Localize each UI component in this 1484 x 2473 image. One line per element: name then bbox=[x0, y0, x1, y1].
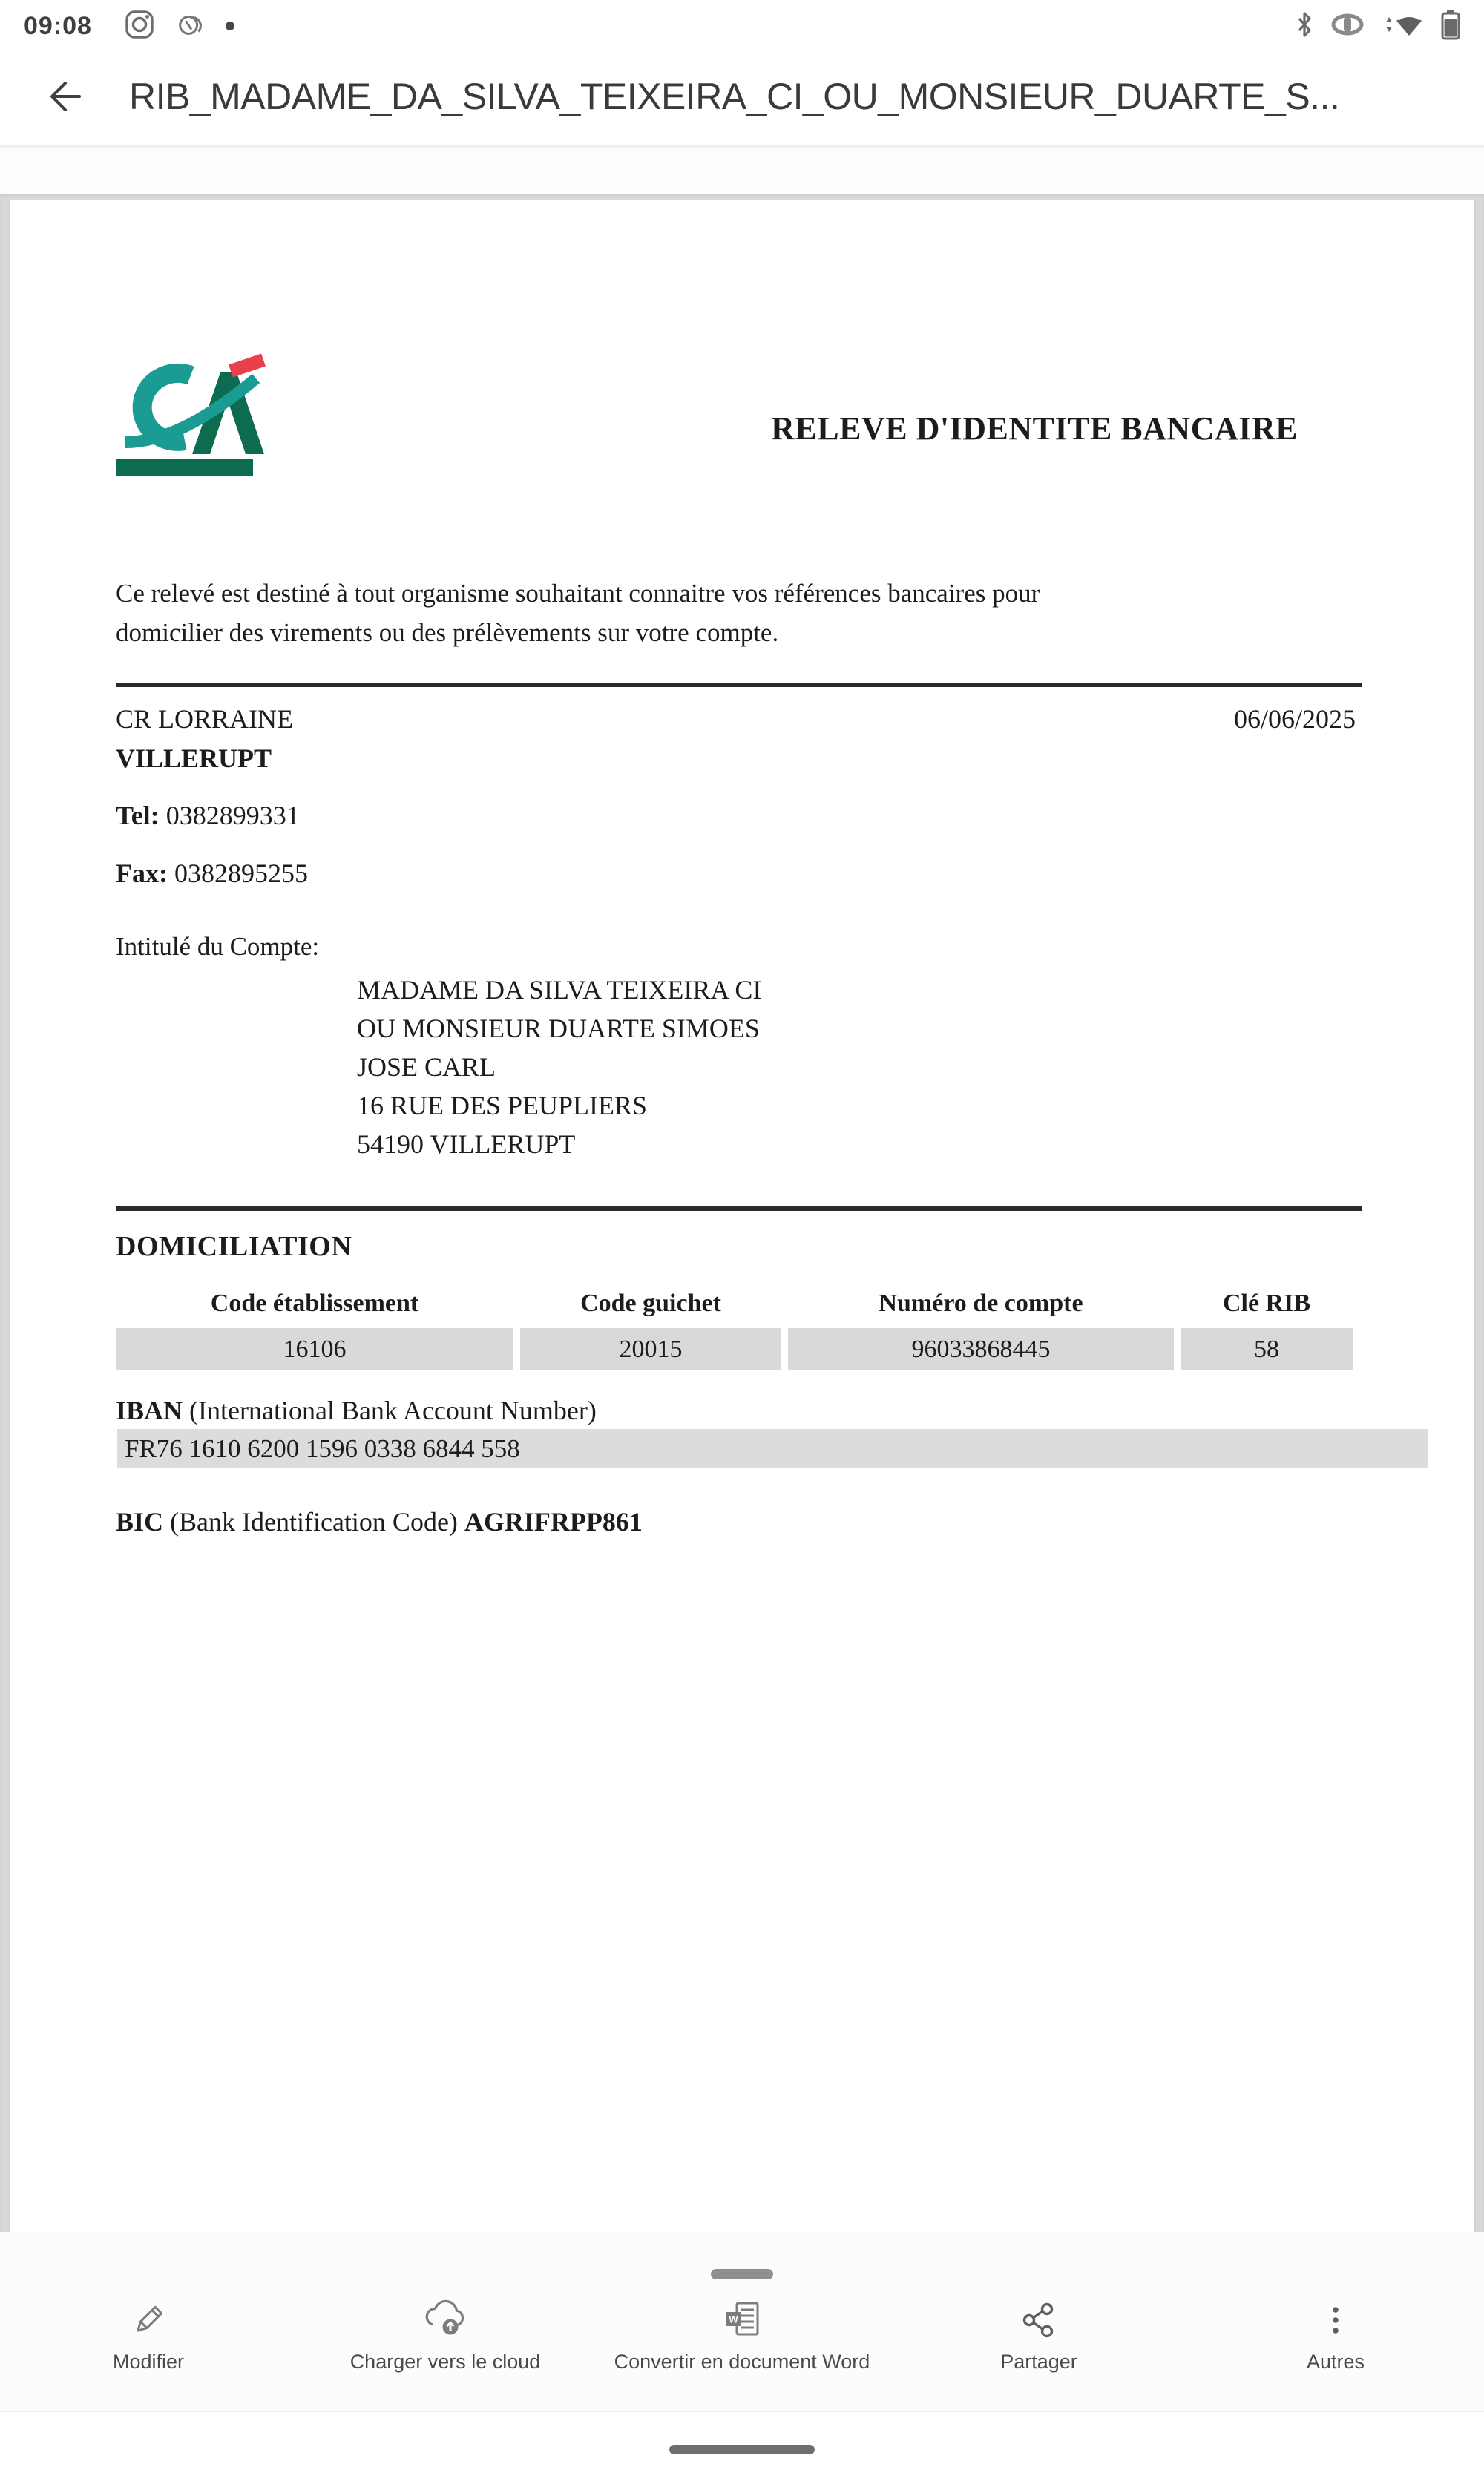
rib-table-header-row bbox=[116, 1285, 1353, 1328]
tel-label: Tel: bbox=[116, 801, 160, 830]
credit-agricole-logo bbox=[114, 349, 266, 482]
gesture-navigation-area bbox=[0, 2412, 1484, 2473]
page-background bbox=[0, 194, 1484, 2232]
value-cle-rib: 58 bbox=[1181, 1328, 1353, 1370]
bic-value: AGRIFRPP861 bbox=[464, 1507, 643, 1537]
eye-comfort-icon bbox=[1331, 12, 1364, 41]
header-code-guichet: Code guichet bbox=[580, 1290, 721, 1317]
status-bar bbox=[0, 0, 1484, 47]
cloud-upload-icon bbox=[422, 2294, 468, 2340]
rib-table bbox=[109, 1285, 1359, 1370]
document-date: 06/06/2025 bbox=[1233, 704, 1356, 734]
tel-value: 0382899331 bbox=[165, 801, 300, 830]
svg-text:W: W bbox=[729, 2313, 738, 2325]
back-button[interactable] bbox=[43, 74, 88, 119]
iban-sublabel: (International Bank Account Number) bbox=[183, 1396, 597, 1425]
fax-label: Fax: bbox=[116, 858, 168, 888]
instagram-icon bbox=[123, 8, 156, 45]
intro-line-2: domicilier des virements ou des prélèvements sur votre compte. bbox=[116, 618, 779, 647]
intro-line-1: Ce relevé est destiné à tout organisme souhaitant connaitre vos références bancaires pour bbox=[116, 579, 1040, 608]
rib-table-value-row bbox=[116, 1328, 1353, 1370]
holder-line: OU MONSIEUR DUARTE SIMOES bbox=[357, 1014, 760, 1043]
document-title: RELEVE D'IDENTITE BANCAIRE bbox=[771, 410, 1298, 447]
value-code-guichet: 20015 bbox=[520, 1328, 781, 1370]
fax-value: 0382895255 bbox=[174, 858, 308, 888]
bank-city: VILLERUPT bbox=[116, 743, 272, 773]
header-numero-de-compte: Numéro de compte bbox=[879, 1290, 1083, 1317]
toolbar-label: Modifier bbox=[112, 2351, 185, 2373]
holder-line: MADAME DA SILVA TEIXEIRA CI bbox=[357, 975, 762, 1005]
intro-paragraph bbox=[116, 574, 1040, 652]
account-holder-address bbox=[357, 971, 761, 1163]
wifi-activity-icon bbox=[1382, 10, 1423, 42]
bottom-toolbar bbox=[0, 2232, 1484, 2411]
iban-label-line bbox=[116, 1395, 597, 1426]
horizontal-rule bbox=[116, 1206, 1362, 1211]
toolbar-label: Autres bbox=[1306, 2351, 1365, 2373]
more-vertical-icon bbox=[1316, 2294, 1356, 2340]
iban-value-bar bbox=[117, 1429, 1428, 1468]
modify-button[interactable] bbox=[0, 2294, 297, 2374]
more-button[interactable] bbox=[1187, 2294, 1484, 2374]
convert-to-word-button[interactable] bbox=[594, 2294, 890, 2374]
toolbar-label: Partager bbox=[1000, 2351, 1077, 2373]
value-code-etablissement: 16106 bbox=[116, 1328, 513, 1370]
clock: 09:08 bbox=[24, 11, 92, 40]
bic-label: BIC bbox=[116, 1507, 164, 1537]
domiciliation-heading: DOMICILIATION bbox=[116, 1231, 352, 1262]
horizontal-rule bbox=[116, 683, 1362, 687]
holder-line: JOSE CARL bbox=[357, 1052, 496, 1082]
share-icon bbox=[1020, 2294, 1058, 2340]
holder-line: 54190 VILLERUPT bbox=[357, 1129, 576, 1159]
document-viewer[interactable] bbox=[0, 148, 1484, 2232]
home-indicator[interactable] bbox=[669, 2445, 815, 2454]
pencil-icon bbox=[128, 2294, 168, 2340]
document-filename: RIB_MADAME_DA_SILVA_TEIXEIRA_CI_OU_MONSIEUR_DUARTE_S... bbox=[129, 76, 1340, 117]
toolbar-label: Charger vers le cloud bbox=[349, 2351, 541, 2373]
fax-line bbox=[116, 858, 308, 889]
app-notification-icon bbox=[175, 9, 206, 44]
document-page bbox=[10, 200, 1474, 2232]
battery-icon bbox=[1441, 9, 1460, 44]
account-holder-label: Intitulé du Compte: bbox=[116, 932, 320, 961]
sheet-drag-handle[interactable] bbox=[711, 2269, 773, 2279]
value-numero-de-compte: 96033868445 bbox=[788, 1328, 1174, 1370]
header-cle-rib: Clé RIB bbox=[1222, 1290, 1311, 1317]
iban-label: IBAN bbox=[116, 1396, 183, 1425]
header-code-etablissement: Code établissement bbox=[210, 1290, 419, 1317]
bic-line bbox=[116, 1506, 643, 1537]
holder-line: 16 RUE DES PEUPLIERS bbox=[357, 1091, 648, 1120]
telephone-line bbox=[116, 800, 300, 831]
word-document-icon bbox=[720, 2294, 764, 2340]
upload-cloud-button[interactable] bbox=[297, 2294, 594, 2374]
bic-sublabel: (Bank Identification Code) bbox=[163, 1507, 464, 1537]
notification-dot bbox=[226, 22, 234, 30]
bluetooth-icon bbox=[1296, 11, 1313, 42]
share-button[interactable] bbox=[890, 2294, 1187, 2374]
toolbar-label: Convertir en document Word bbox=[614, 2351, 870, 2373]
bank-row bbox=[116, 703, 1356, 735]
bank-name: CR LORRAINE bbox=[116, 704, 294, 734]
app-bar bbox=[0, 47, 1484, 145]
arrow-left-icon bbox=[45, 76, 85, 116]
iban-value: FR76 1610 6200 1596 0338 6844 558 bbox=[125, 1433, 520, 1463]
